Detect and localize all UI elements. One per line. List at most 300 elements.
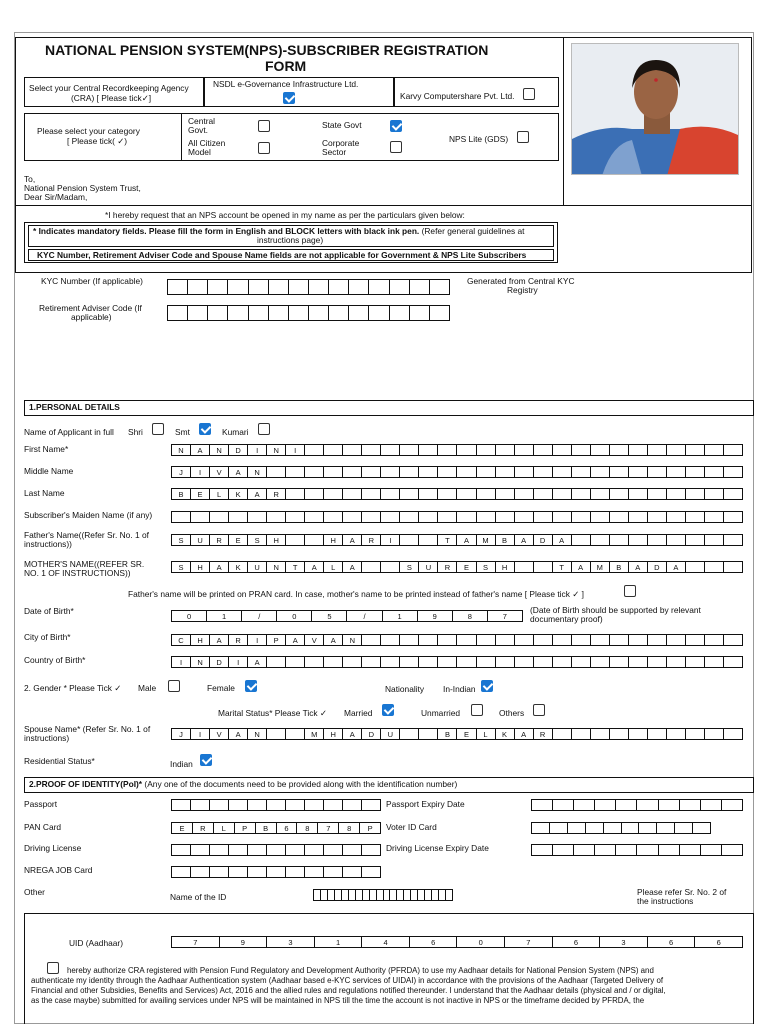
char-cell[interactable]: I [191, 467, 210, 477]
char-cell[interactable] [324, 867, 343, 877]
char-cell[interactable] [610, 512, 629, 522]
char-cell[interactable] [430, 306, 449, 320]
category-npslite-checkbox[interactable] [517, 131, 529, 143]
char-cell[interactable] [305, 489, 324, 499]
char-cell[interactable] [553, 489, 572, 499]
char-cell[interactable] [248, 800, 267, 810]
char-cell[interactable]: U [191, 535, 210, 545]
char-cell[interactable]: A [667, 562, 686, 572]
char-cell[interactable] [616, 800, 637, 810]
char-cell[interactable]: 6 [553, 937, 601, 947]
char-cell[interactable] [477, 445, 496, 455]
char-cell[interactable]: 1 [383, 611, 418, 621]
char-cell[interactable] [228, 306, 248, 320]
char-cell[interactable] [457, 445, 476, 455]
char-cell[interactable] [210, 512, 229, 522]
char-cell[interactable]: 3 [267, 937, 315, 947]
char-cell[interactable] [553, 657, 572, 667]
char-cell[interactable]: J [172, 729, 191, 739]
char-cell[interactable] [362, 845, 380, 855]
char-cell[interactable]: K [496, 729, 515, 739]
first-name-boxes[interactable] [171, 444, 743, 456]
char-cell[interactable] [553, 512, 572, 522]
char-cell[interactable]: R [534, 729, 553, 739]
char-cell[interactable] [229, 845, 248, 855]
female-checkbox[interactable] [245, 680, 257, 692]
char-cell[interactable]: B [256, 823, 277, 833]
city-boxes[interactable] [171, 634, 743, 646]
char-cell[interactable] [701, 800, 722, 810]
char-cell[interactable] [515, 445, 534, 455]
spouse-name-boxes[interactable] [171, 728, 743, 740]
char-cell[interactable] [324, 489, 343, 499]
char-cell[interactable] [595, 800, 616, 810]
char-cell[interactable]: E [191, 489, 210, 499]
char-cell[interactable] [610, 635, 629, 645]
char-cell[interactable] [210, 867, 229, 877]
char-cell[interactable] [457, 512, 476, 522]
char-cell[interactable] [553, 467, 572, 477]
char-cell[interactable]: B [610, 562, 629, 572]
char-cell[interactable] [208, 280, 228, 294]
char-cell[interactable] [648, 489, 667, 499]
char-cell[interactable] [286, 800, 305, 810]
char-cell[interactable]: S [400, 562, 419, 572]
char-cell[interactable] [693, 823, 710, 833]
char-cell[interactable]: 1 [207, 611, 242, 621]
char-cell[interactable]: 8 [297, 823, 318, 833]
char-cell[interactable] [622, 823, 640, 833]
char-cell[interactable] [229, 800, 248, 810]
char-cell[interactable] [553, 845, 574, 855]
char-cell[interactable] [267, 729, 286, 739]
char-cell[interactable]: M [591, 562, 610, 572]
char-cell[interactable] [515, 635, 534, 645]
char-cell[interactable] [425, 890, 432, 900]
cra-nsdl-checkbox[interactable] [283, 92, 295, 104]
char-cell[interactable]: A [553, 535, 572, 545]
char-cell[interactable] [686, 635, 705, 645]
char-cell[interactable]: S [172, 562, 191, 572]
char-cell[interactable] [411, 890, 418, 900]
char-cell[interactable] [659, 845, 680, 855]
char-cell[interactable]: U [419, 562, 438, 572]
other-id-boxes[interactable] [313, 889, 453, 901]
in-indian-checkbox[interactable] [481, 680, 493, 692]
char-cell[interactable] [629, 729, 648, 739]
char-cell[interactable]: H [324, 535, 343, 545]
char-cell[interactable] [305, 535, 324, 545]
char-cell[interactable] [724, 535, 742, 545]
char-cell[interactable]: A [210, 635, 229, 645]
char-cell[interactable]: V [210, 729, 229, 739]
char-cell[interactable]: N [210, 445, 229, 455]
char-cell[interactable] [686, 729, 705, 739]
char-cell[interactable] [586, 823, 604, 833]
char-cell[interactable]: T [553, 562, 572, 572]
char-cell[interactable] [286, 729, 305, 739]
char-cell[interactable]: 1 [315, 937, 363, 947]
unmarried-checkbox[interactable] [471, 704, 483, 716]
char-cell[interactable] [591, 535, 610, 545]
char-cell[interactable]: L [214, 823, 235, 833]
char-cell[interactable] [648, 729, 667, 739]
char-cell[interactable]: E [457, 729, 476, 739]
char-cell[interactable] [496, 445, 515, 455]
char-cell[interactable]: T [438, 535, 457, 545]
char-cell[interactable] [362, 467, 381, 477]
char-cell[interactable]: D [534, 535, 553, 545]
char-cell[interactable]: P [235, 823, 256, 833]
char-cell[interactable] [210, 800, 229, 810]
char-cell[interactable] [404, 890, 411, 900]
char-cell[interactable] [532, 845, 553, 855]
char-cell[interactable]: A [248, 489, 267, 499]
char-cell[interactable]: / [242, 611, 277, 621]
char-cell[interactable] [172, 512, 191, 522]
char-cell[interactable]: V [210, 467, 229, 477]
char-cell[interactable]: A [191, 445, 210, 455]
char-cell[interactable] [591, 635, 610, 645]
char-cell[interactable] [667, 512, 686, 522]
char-cell[interactable] [172, 867, 191, 877]
char-cell[interactable] [572, 489, 591, 499]
char-cell[interactable] [705, 657, 724, 667]
char-cell[interactable] [286, 489, 305, 499]
char-cell[interactable] [629, 657, 648, 667]
char-cell[interactable] [269, 306, 289, 320]
uid-boxes[interactable] [171, 936, 743, 948]
char-cell[interactable] [430, 280, 449, 294]
consent-checkbox[interactable] [47, 962, 59, 974]
char-cell[interactable]: 8 [453, 611, 488, 621]
char-cell[interactable] [438, 635, 457, 645]
char-cell[interactable] [305, 512, 324, 522]
char-cell[interactable]: D [648, 562, 667, 572]
char-cell[interactable] [534, 445, 553, 455]
char-cell[interactable] [362, 562, 381, 572]
char-cell[interactable] [377, 890, 384, 900]
char-cell[interactable] [532, 823, 550, 833]
char-cell[interactable] [477, 489, 496, 499]
char-cell[interactable] [168, 306, 188, 320]
char-cell[interactable] [667, 729, 686, 739]
rac-boxes[interactable] [167, 305, 450, 321]
char-cell[interactable]: M [305, 729, 324, 739]
char-cell[interactable] [610, 657, 629, 667]
char-cell[interactable]: I [229, 657, 248, 667]
char-cell[interactable]: 7 [318, 823, 339, 833]
char-cell[interactable] [553, 445, 572, 455]
char-cell[interactable] [309, 280, 329, 294]
char-cell[interactable] [248, 512, 267, 522]
char-cell[interactable] [286, 657, 305, 667]
char-cell[interactable] [705, 445, 724, 455]
char-cell[interactable] [686, 657, 705, 667]
char-cell[interactable] [286, 535, 305, 545]
char-cell[interactable]: A [343, 562, 362, 572]
char-cell[interactable] [172, 845, 191, 855]
char-cell[interactable] [191, 867, 210, 877]
char-cell[interactable] [550, 823, 568, 833]
char-cell[interactable] [191, 800, 210, 810]
char-cell[interactable] [249, 306, 269, 320]
char-cell[interactable] [534, 512, 553, 522]
char-cell[interactable] [568, 823, 586, 833]
char-cell[interactable] [574, 845, 595, 855]
char-cell[interactable] [496, 512, 515, 522]
char-cell[interactable]: 5 [312, 611, 347, 621]
char-cell[interactable]: B [438, 729, 457, 739]
char-cell[interactable]: 3 [600, 937, 648, 947]
last-name-boxes[interactable] [171, 488, 743, 500]
char-cell[interactable] [349, 280, 369, 294]
char-cell[interactable] [390, 280, 410, 294]
char-cell[interactable] [446, 890, 452, 900]
char-cell[interactable] [229, 867, 248, 877]
nrega-boxes[interactable] [171, 866, 381, 878]
char-cell[interactable] [381, 635, 400, 645]
char-cell[interactable] [477, 657, 496, 667]
char-cell[interactable] [637, 845, 658, 855]
char-cell[interactable]: I [286, 445, 305, 455]
passport-boxes[interactable] [171, 799, 381, 811]
char-cell[interactable]: N [248, 729, 267, 739]
char-cell[interactable] [648, 445, 667, 455]
char-cell[interactable] [362, 867, 380, 877]
char-cell[interactable] [591, 512, 610, 522]
char-cell[interactable] [591, 489, 610, 499]
char-cell[interactable] [705, 512, 724, 522]
char-cell[interactable] [515, 489, 534, 499]
char-cell[interactable] [286, 512, 305, 522]
char-cell[interactable] [342, 890, 349, 900]
char-cell[interactable]: H [496, 562, 515, 572]
char-cell[interactable] [343, 467, 362, 477]
char-cell[interactable] [534, 467, 553, 477]
char-cell[interactable] [637, 800, 658, 810]
char-cell[interactable] [419, 657, 438, 667]
char-cell[interactable] [269, 280, 289, 294]
char-cell[interactable] [267, 467, 286, 477]
char-cell[interactable] [667, 657, 686, 667]
char-cell[interactable] [438, 512, 457, 522]
char-cell[interactable] [191, 845, 210, 855]
char-cell[interactable]: 6 [648, 937, 696, 947]
char-cell[interactable] [705, 562, 724, 572]
char-cell[interactable]: U [381, 729, 400, 739]
char-cell[interactable] [659, 800, 680, 810]
shri-checkbox[interactable] [152, 423, 164, 435]
char-cell[interactable] [410, 280, 430, 294]
char-cell[interactable]: 6 [716, 938, 721, 947]
char-cell[interactable] [724, 489, 742, 499]
char-cell[interactable]: A [343, 535, 362, 545]
char-cell[interactable]: A [515, 729, 534, 739]
char-cell[interactable]: A [229, 729, 248, 739]
char-cell[interactable]: H [267, 535, 286, 545]
char-cell[interactable] [629, 445, 648, 455]
char-cell[interactable] [400, 512, 419, 522]
pan-boxes[interactable] [171, 822, 381, 834]
char-cell[interactable] [363, 890, 370, 900]
char-cell[interactable] [381, 489, 400, 499]
passport-expiry-boxes[interactable] [531, 799, 743, 811]
char-cell[interactable]: A [210, 562, 229, 572]
char-cell[interactable] [362, 445, 381, 455]
char-cell[interactable] [343, 845, 362, 855]
char-cell[interactable] [419, 535, 438, 545]
char-cell[interactable] [724, 635, 742, 645]
char-cell[interactable] [515, 657, 534, 667]
char-cell[interactable]: N [267, 562, 286, 572]
char-cell[interactable]: L [324, 562, 343, 572]
char-cell[interactable] [686, 535, 705, 545]
char-cell[interactable] [335, 890, 342, 900]
char-cell[interactable] [572, 512, 591, 522]
char-cell[interactable] [686, 562, 705, 572]
char-cell[interactable] [648, 512, 667, 522]
char-cell[interactable] [400, 729, 419, 739]
char-cell[interactable] [329, 280, 349, 294]
char-cell[interactable] [289, 280, 309, 294]
char-cell[interactable] [553, 635, 572, 645]
char-cell[interactable] [629, 512, 648, 522]
char-cell[interactable]: I [381, 535, 400, 545]
char-cell[interactable]: A [229, 467, 248, 477]
char-cell[interactable] [400, 657, 419, 667]
char-cell[interactable] [457, 635, 476, 645]
char-cell[interactable] [418, 890, 425, 900]
char-cell[interactable] [610, 445, 629, 455]
char-cell[interactable] [419, 729, 438, 739]
char-cell[interactable] [305, 467, 324, 477]
char-cell[interactable] [686, 467, 705, 477]
char-cell[interactable]: L [210, 489, 229, 499]
char-cell[interactable] [248, 867, 267, 877]
char-cell[interactable] [724, 512, 742, 522]
char-cell[interactable] [191, 512, 210, 522]
char-cell[interactable]: R [229, 635, 248, 645]
country-boxes[interactable] [171, 656, 743, 668]
char-cell[interactable] [249, 280, 269, 294]
char-cell[interactable] [667, 635, 686, 645]
voter-id-boxes[interactable] [531, 822, 711, 834]
char-cell[interactable] [610, 489, 629, 499]
char-cell[interactable] [477, 512, 496, 522]
char-cell[interactable] [616, 845, 637, 855]
char-cell[interactable] [534, 489, 553, 499]
char-cell[interactable] [362, 657, 381, 667]
char-cell[interactable] [496, 657, 515, 667]
char-cell[interactable] [722, 800, 742, 810]
char-cell[interactable]: R [438, 562, 457, 572]
char-cell[interactable] [324, 445, 343, 455]
char-cell[interactable] [591, 729, 610, 739]
char-cell[interactable]: N [267, 445, 286, 455]
char-cell[interactable] [289, 306, 309, 320]
char-cell[interactable] [686, 512, 705, 522]
char-cell[interactable] [419, 512, 438, 522]
char-cell[interactable] [648, 535, 667, 545]
char-cell[interactable] [305, 867, 324, 877]
char-cell[interactable] [381, 562, 400, 572]
char-cell[interactable] [343, 800, 362, 810]
char-cell[interactable]: 9 [418, 611, 453, 621]
char-cell[interactable]: K [229, 562, 248, 572]
char-cell[interactable] [604, 823, 622, 833]
char-cell[interactable] [228, 280, 248, 294]
char-cell[interactable] [419, 467, 438, 477]
char-cell[interactable] [595, 845, 616, 855]
char-cell[interactable] [362, 635, 381, 645]
char-cell[interactable]: 8 [339, 823, 360, 833]
char-cell[interactable] [324, 800, 343, 810]
char-cell[interactable] [362, 800, 380, 810]
char-cell[interactable] [724, 445, 742, 455]
char-cell[interactable] [553, 800, 574, 810]
char-cell[interactable] [629, 489, 648, 499]
char-cell[interactable] [680, 845, 701, 855]
dob-boxes[interactable] [171, 610, 523, 622]
char-cell[interactable] [667, 535, 686, 545]
char-cell[interactable]: 7 [502, 612, 507, 621]
char-cell[interactable] [572, 729, 591, 739]
char-cell[interactable] [390, 306, 410, 320]
cra-karvy-checkbox[interactable] [523, 88, 535, 100]
char-cell[interactable]: E [457, 562, 476, 572]
char-cell[interactable]: A [629, 562, 648, 572]
char-cell[interactable] [400, 445, 419, 455]
middle-name-boxes[interactable] [171, 466, 743, 478]
char-cell[interactable]: P [367, 824, 373, 833]
smt-checkbox[interactable] [199, 423, 211, 435]
char-cell[interactable] [267, 867, 286, 877]
char-cell[interactable] [457, 657, 476, 667]
char-cell[interactable] [324, 657, 343, 667]
category-central-checkbox[interactable] [258, 120, 270, 132]
char-cell[interactable] [309, 306, 329, 320]
char-cell[interactable] [384, 890, 391, 900]
char-cell[interactable] [701, 845, 722, 855]
char-cell[interactable] [267, 657, 286, 667]
mother-name-boxes[interactable] [171, 561, 743, 573]
char-cell[interactable] [172, 800, 191, 810]
char-cell[interactable] [419, 489, 438, 499]
indian-checkbox[interactable] [200, 754, 212, 766]
male-checkbox[interactable] [168, 680, 180, 692]
char-cell[interactable]: A [248, 657, 267, 667]
char-cell[interactable]: / [347, 611, 382, 621]
char-cell[interactable]: N [191, 657, 210, 667]
char-cell[interactable]: A [457, 535, 476, 545]
char-cell[interactable] [610, 729, 629, 739]
char-cell[interactable] [629, 635, 648, 645]
char-cell[interactable] [343, 657, 362, 667]
char-cell[interactable] [356, 890, 363, 900]
char-cell[interactable] [362, 489, 381, 499]
char-cell[interactable]: 7 [505, 937, 553, 947]
char-cell[interactable] [324, 845, 343, 855]
char-cell[interactable] [680, 800, 701, 810]
char-cell[interactable] [362, 512, 381, 522]
char-cell[interactable]: A [515, 535, 534, 545]
char-cell[interactable] [286, 467, 305, 477]
char-cell[interactable] [419, 445, 438, 455]
char-cell[interactable] [496, 635, 515, 645]
char-cell[interactable]: D [210, 657, 229, 667]
driving-license-boxes[interactable] [171, 844, 381, 856]
